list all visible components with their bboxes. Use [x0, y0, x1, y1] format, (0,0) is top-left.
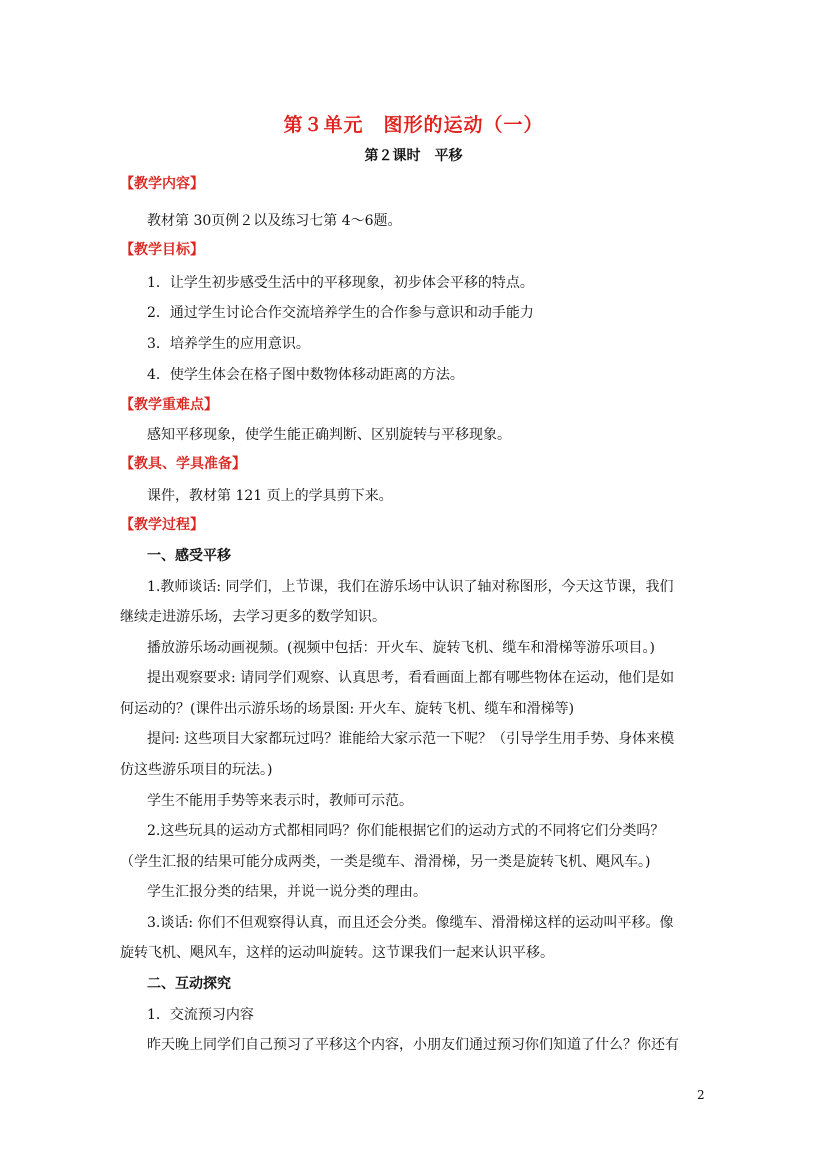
- paragraph-line: 提出观察要求: 请同学们观察、认真思考，看看画面上都有哪些物体在运动，他们是如: [147, 670, 675, 686]
- document-subtitle: 第２课时 平移: [364, 148, 463, 164]
- paragraph-line: 仿这些游乐项目的玩法。): [120, 762, 273, 778]
- preparation-text: 课件，教材第 121 页上的学具剪下来。: [147, 488, 393, 504]
- paragraph-line: 播放游乐场动画视频。(视频中包括：开火车、旋转飞机、缆车和滑梯等游乐项目。): [147, 640, 655, 656]
- content-text: 教材第 30页例２以及练习七第 4～6题。: [147, 213, 402, 229]
- paragraph-line: 继续走进游乐场，去学习更多的数学知识。: [120, 609, 386, 625]
- goal-item-3: 3．培养学生的应用意识。: [147, 336, 310, 352]
- paragraph-line: 1.教师谈话: 同学们，上节课，我们在游乐场中认识了轴对称图形，今天这节课，我们: [147, 579, 674, 595]
- paragraph-line: 3.谈话: 你们不但观察得认真，而且还会分类。像缆车、滑滑梯这样的运动叫平移。像: [147, 915, 674, 931]
- paragraph-line: 学生汇报分类的结果，并说一说分类的理由。: [147, 884, 427, 900]
- goal-item-2: 2．通过学生讨论合作交流培养学生的合作参与意识和动手能力: [147, 305, 534, 321]
- paragraph-line: 学生不能用手势等来表示时，教师可示范。: [147, 793, 413, 809]
- section-heading-preparation: 【教具、学具准备】: [120, 456, 246, 472]
- page-number: 2: [697, 1088, 705, 1102]
- section-heading-key-points: 【教学重难点】: [120, 397, 218, 413]
- paragraph-line: （学生汇报的结果可能分成两类，一类是缆车、滑滑梯，另一类是旋转飞机、飓风车。): [120, 854, 651, 870]
- paragraph-line: 何运动的？(课件出示游乐场的场景图: 开火车、旋转飞机、缆车和滑梯等): [120, 701, 575, 717]
- part-title-2: 二、互动探究: [147, 976, 231, 992]
- section-heading-process: 【教学过程】: [120, 517, 204, 533]
- paragraph-line: 旋转飞机、飓风车，这样的运动叫旋转。这节课我们一起来认识平移。: [120, 945, 554, 961]
- goal-item-4: 4．使学生体会在格子图中数物体移动距离的方法。: [147, 367, 464, 383]
- goal-item-1: 1．让学生初步感受生活中的平移现象，初步体会平移的特点。: [147, 275, 534, 291]
- section-heading-goals: 【教学目标】: [120, 242, 204, 258]
- paragraph-line: 2.这些玩具的运动方式都相同吗？你们能根据它们的运动方式的不同将它们分类吗？: [147, 823, 665, 839]
- part-title-1: 一、感受平移: [147, 548, 231, 564]
- paragraph-line: 提问: 这些项目大家都玩过吗？谁能给大家示范一下呢？（引导学生用手势、身体来模: [147, 731, 675, 747]
- key-points-text: 感知平移现象，使学生能正确判断、区别旋转与平移现象。: [147, 427, 511, 443]
- paragraph-line: 昨天晚上同学们自己预习了平移这个内容，小朋友们通过预习你们知道了什么？你还有: [147, 1037, 679, 1053]
- section-heading-content: 【教学内容】: [120, 176, 204, 192]
- document-title: 第３单元 图形的运动（一）: [283, 114, 544, 136]
- paragraph-line: 1．交流预习内容: [147, 1007, 254, 1023]
